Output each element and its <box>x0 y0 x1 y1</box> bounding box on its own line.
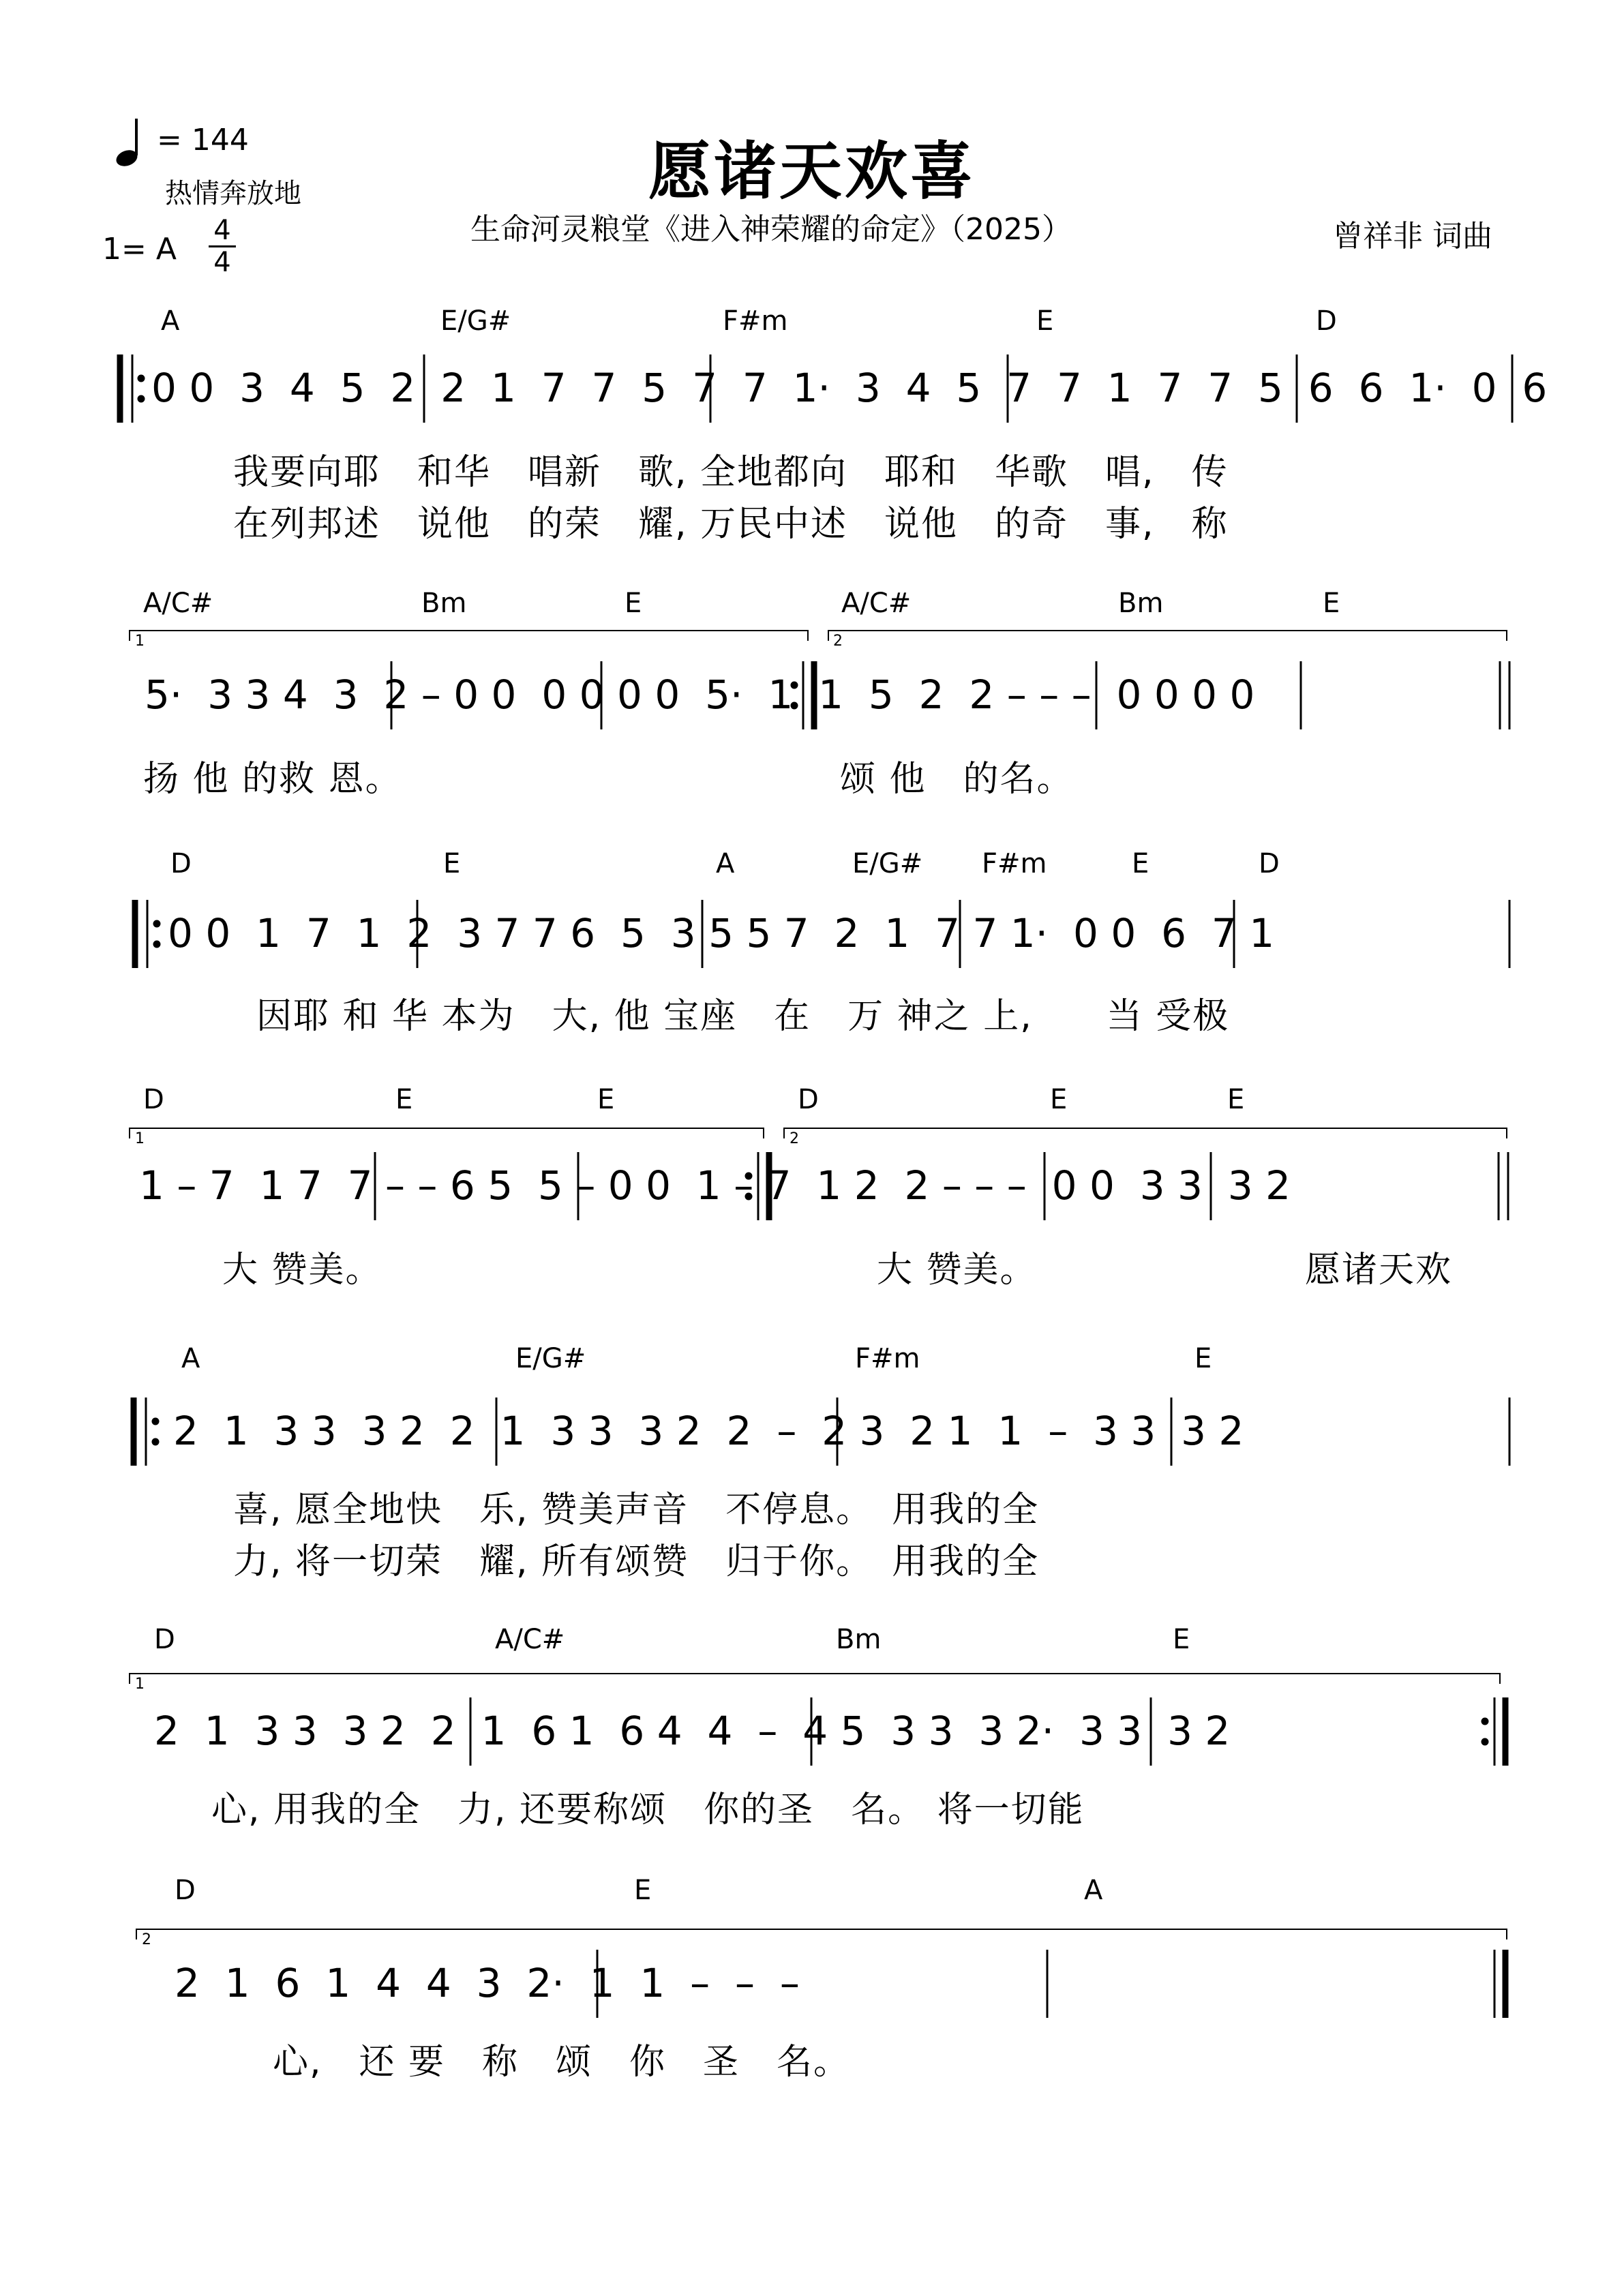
song-title: 愿诸天欢喜 <box>648 135 976 208</box>
chord-symbol: A <box>181 1343 200 1374</box>
chord-symbol: Bm <box>836 1624 882 1655</box>
chord-symbol: D <box>798 1084 819 1115</box>
chord-symbol: Bm <box>421 588 467 619</box>
chord-symbol: A/C# <box>495 1624 565 1655</box>
chord-symbol: E <box>1323 588 1340 619</box>
ending-1-number: 1 <box>135 1130 145 1147</box>
lyric-verse-1: 我要向耶 和华 唱新 歌, 全地都向 耶和 华歌 唱, 传 <box>233 452 1229 493</box>
lyric-verse-1: 喜, 愿全地快 乐, 赞美声音 不停息。 用我的全 <box>233 1490 1040 1530</box>
lyric-ending-2: 颂 他 的名。 <box>840 759 1074 800</box>
chord-symbol: F#m <box>723 305 788 337</box>
chord-symbol: F#m <box>855 1343 920 1374</box>
lyric-pickup: 愿诸天欢 <box>1305 1250 1453 1290</box>
chord-symbol: D <box>1316 305 1337 337</box>
chord-symbol: E <box>395 1084 413 1115</box>
ending-1-number: 1 <box>135 1676 145 1693</box>
chord-symbol: E/G# <box>852 848 923 879</box>
note-line: 0 0 1 7 1 2 3 7 7 6 5 3 5 5 7 2 1 7 7 1· 0 0 6 7 1 <box>168 910 1275 956</box>
key-signature: 1= A <box>102 232 177 267</box>
lyric-verse: 因耶 和 华 本为 大, 他 宝座 在 万 神之 上, 当 受极 <box>256 996 1230 1037</box>
note-line: 0 0 3 4 5 2 2 1 7 7 5 7 7 1· 3 4 5 7 7 1 7 7 5 6 6 1· 0 6 <box>151 365 1548 411</box>
chord-symbol: Bm <box>1118 588 1164 619</box>
lyric-ending-2: 大 赞美。 <box>877 1250 1037 1290</box>
chord-symbol: A/C# <box>841 588 912 619</box>
chord-symbol: D <box>175 1875 196 1906</box>
composer-credit: 曾祥非 词曲 <box>1333 219 1492 254</box>
lyric-verse-2: 在列邦述 说他 的荣 耀, 万民中述 说他 的奇 事, 称 <box>233 504 1229 545</box>
lyric-verse: 心, 用我的全 力, 还要称颂 你的圣 名。 将一切能 <box>211 1789 1085 1830</box>
ending-2-number: 2 <box>142 1931 151 1948</box>
ending-1-number: 1 <box>135 633 145 650</box>
chord-symbol: E <box>1173 1624 1190 1655</box>
chord-symbol: D <box>1259 848 1280 879</box>
chord-symbol: E <box>1227 1084 1245 1115</box>
chord-symbol: E <box>597 1084 615 1115</box>
chord-symbol: E <box>1194 1343 1212 1374</box>
lyric-verse: 心, 还 要 称 颂 你 圣 名。 <box>273 2042 851 2083</box>
chord-symbol: D <box>170 848 192 879</box>
lyric-ending-1: 大 赞美。 <box>222 1250 382 1290</box>
chord-symbol: E <box>625 588 642 619</box>
chord-symbol: E/G# <box>440 305 511 337</box>
chord-symbol: F#m <box>982 848 1047 879</box>
chord-symbol: E <box>443 848 461 879</box>
time-signature-top: 4 <box>213 215 231 246</box>
note-line: 5· 3 3 4 3 2 – 0 0 0 0 0 0 5· 1 1 5 2 2 – – – 0 0 0 0 <box>145 671 1255 718</box>
ending-2-number: 2 <box>790 1130 799 1147</box>
chord-symbol: E <box>1036 305 1054 337</box>
lyric-verse-2: 力, 将一切荣 耀, 所有颂赞 归于你。 用我的全 <box>233 1541 1040 1582</box>
chord-symbol: A/C# <box>143 588 213 619</box>
chord-symbol: E <box>1050 1084 1068 1115</box>
chord-symbol: E <box>1132 848 1149 879</box>
lyric-ending-1: 扬 他 的救 恩。 <box>143 759 402 800</box>
chord-symbol: E <box>634 1875 652 1906</box>
chord-symbol: D <box>143 1084 164 1115</box>
album-subtitle: 生命河灵粮堂《进入神荣耀的命定》（2025） <box>470 212 1072 247</box>
chord-symbol: A <box>161 305 180 337</box>
chord-symbol: A <box>716 848 735 879</box>
note-line: 2 1 3 3 3 2 2 1 6 1 6 4 4 – 4 5 3 3 3 2· 3 3 3 2 <box>154 1708 1231 1754</box>
note-line: 2 1 6 1 4 4 3 2· 1 1 – – – <box>175 1960 800 2006</box>
tempo-marking: = 144 <box>157 123 249 157</box>
chord-symbol: D <box>154 1624 175 1655</box>
chord-symbol: A <box>1084 1875 1103 1906</box>
time-signature-bottom: 4 <box>213 247 231 278</box>
expression-marking: 热情奔放地 <box>165 178 301 209</box>
ending-2-number: 2 <box>833 633 843 650</box>
note-line: 2 1 3 3 3 2 2 1 3 3 3 2 2 – 2 3 2 1 1 – 3 3 3 2 <box>173 1408 1244 1454</box>
note-line: 1 – 7 1 7 7 – – 6 5 5 – 0 0 1 – 7 1 2 2 – – – 0 0 3 3 3 2 <box>139 1162 1291 1209</box>
chord-symbol: E/G# <box>515 1343 586 1374</box>
